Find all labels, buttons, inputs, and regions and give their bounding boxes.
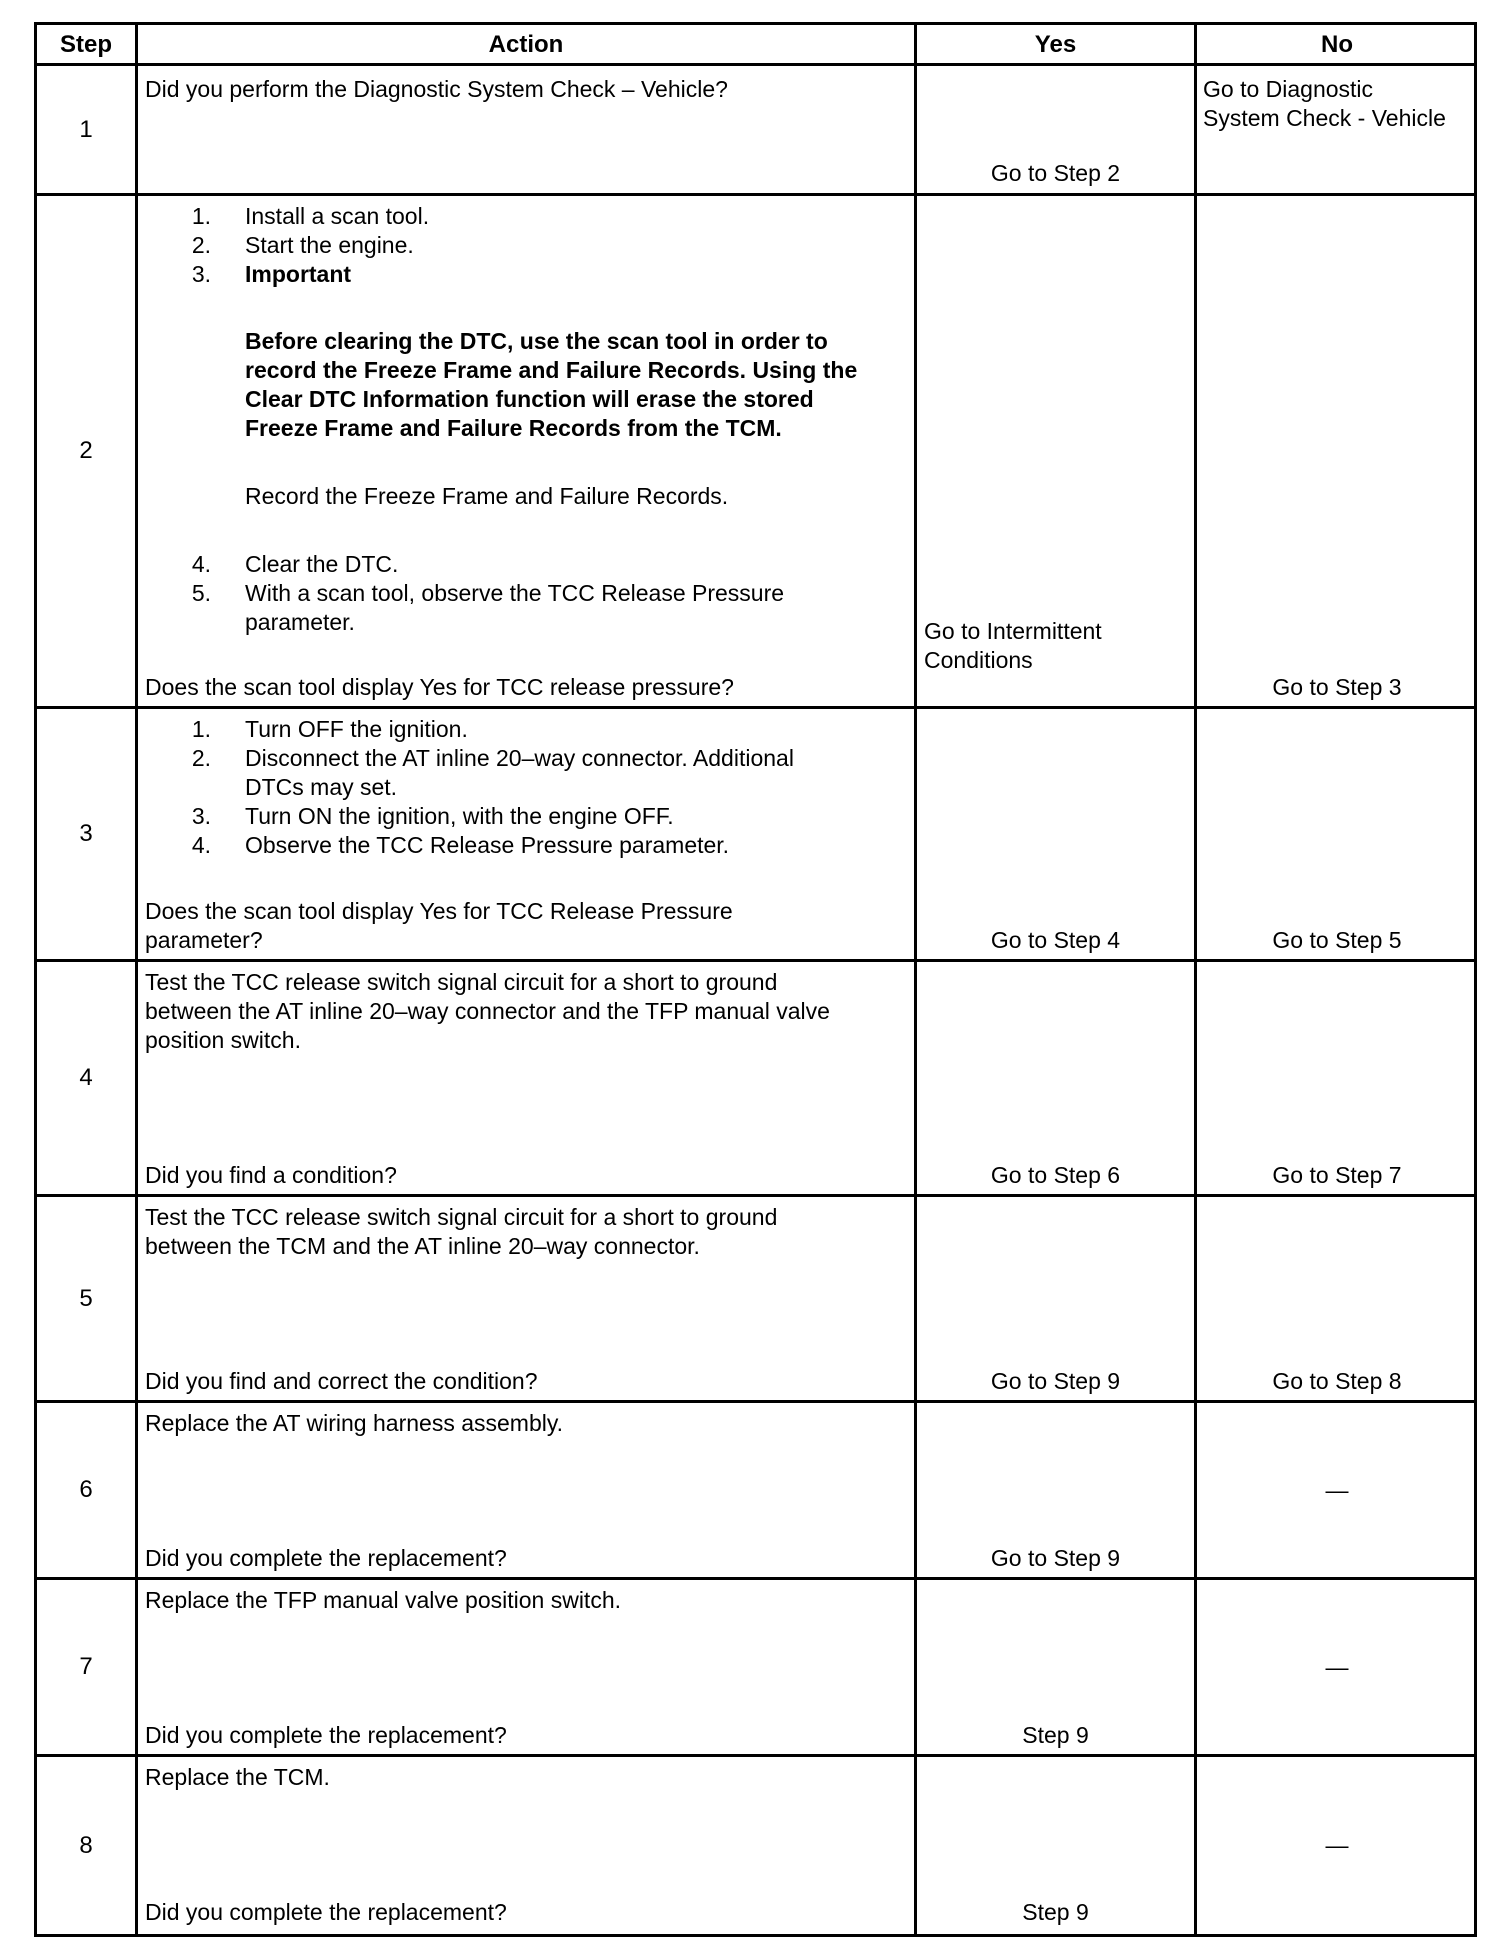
list-number: 5. [191,580,211,606]
yes-result: Go to Step 2 [990,160,1121,186]
col-divider [135,25,138,1934]
list-item: Clear the DTC. [245,551,399,577]
step-number: 3 [79,820,93,847]
list-number: 2. [191,232,211,258]
step-number: 6 [79,1476,93,1503]
list-item: Turn ON the ignition, with the engine OFF. [245,803,674,829]
row-divider [37,193,1474,196]
yes-result: Go to Intermittent [924,618,1102,644]
step-number: 1 [79,115,93,143]
question-text: Did you find a condition? [145,1162,397,1188]
no-result: — [1325,1654,1349,1680]
question-text: Did you complete the replacement? [145,1722,507,1748]
question-text: Did you complete the replacement? [145,1899,507,1925]
list-item-continued: parameter. [245,609,355,635]
record-instruction: Record the Freeze Frame and Failure Records. [245,483,729,509]
no-result: Go to Step 8 [1272,1368,1402,1394]
action-text: Replace the TFP manual valve position switch. [145,1587,622,1613]
action-text: Test the TCC release switch signal circuit for a short to ground [145,969,778,995]
list-item: Turn OFF the ignition. [245,716,468,742]
step-number: 2 [79,437,93,464]
header-yes: Yes [1034,31,1077,58]
step-number: 8 [79,1831,93,1859]
no-result: System Check - Vehicle [1203,105,1446,131]
important-text: record the Freeze Frame and Failure Records. Using the [245,357,858,383]
header-step: Step [59,31,112,58]
question-text: Did you complete the replacement? [145,1545,507,1571]
important-text: Clear DTC Information function will erase the stored [245,386,814,412]
no-result: — [1325,1477,1349,1503]
header-action: Action [488,31,564,58]
col-divider [1194,25,1197,1934]
important-text: Before clearing the DTC, use the scan tool in order to [245,328,828,354]
question-text: Does the scan tool display Yes for TCC release pressure? [145,674,734,700]
no-result: Go to Step 7 [1272,1162,1402,1188]
list-number: 4. [191,832,211,858]
action-text: position switch. [145,1027,301,1053]
list-item: Disconnect the AT inline 20–way connector. Additional [245,745,794,771]
action-text: between the TCM and the AT inline 20–way connector. [145,1233,700,1259]
yes-result: Conditions [924,647,1033,673]
list-number: 3. [191,261,211,287]
action-text: Test the TCC release switch signal circuit for a short to ground [145,1204,778,1230]
question-text: Does the scan tool display Yes for TCC Release Pressure [145,898,733,924]
important-heading: Important [245,261,352,287]
action-text: Replace the AT wiring harness assembly. [145,1410,564,1436]
action-text: between the AT inline 20–way connector and the TFP manual valve [145,998,830,1024]
action-text: Did you perform the Diagnostic System Check – Vehicle? [145,76,728,102]
no-result: Go to Step 3 [1272,674,1402,700]
list-item: Install a scan tool. [245,203,430,229]
list-item: With a scan tool, observe the TCC Release Pressure [245,580,785,606]
yes-result: Step 9 [1022,1722,1089,1748]
yes-result: Go to Step 9 [990,1368,1121,1394]
list-number: 4. [191,551,211,577]
step-number: 4 [79,1064,93,1091]
row-divider [37,1754,1474,1757]
list-number: 2. [191,745,211,771]
no-result: Go to Step 5 [1272,927,1402,953]
important-text: Freeze Frame and Failure Records from the TCM. [245,415,782,441]
list-item: Observe the TCC Release Pressure parameter. [245,832,730,858]
list-number: 1. [191,203,211,229]
diagnostic-table [34,22,1477,1937]
no-result: — [1325,1832,1349,1858]
row-divider [37,1194,1474,1197]
row-divider [37,1400,1474,1403]
header-no: No [1321,31,1353,58]
yes-result: Step 9 [1022,1899,1089,1925]
step-number: 7 [79,1653,93,1680]
step-number: 5 [79,1284,93,1312]
list-item-continued: DTCs may set. [245,774,398,800]
list-number: 3. [191,803,211,829]
list-item: Start the engine. [245,232,414,258]
row-divider [37,1577,1474,1580]
yes-result: Go to Step 9 [990,1545,1121,1571]
list-number: 1. [191,716,211,742]
row-divider [37,706,1474,709]
no-result: Go to Diagnostic [1203,76,1374,102]
question-text: parameter? [145,927,263,953]
yes-result: Go to Step 4 [990,927,1121,953]
action-text: Replace the TCM. [145,1764,330,1790]
yes-result: Go to Step 6 [990,1162,1121,1188]
row-divider [37,959,1474,962]
col-divider [914,25,917,1934]
question-text: Did you find and correct the condition? [145,1368,538,1394]
